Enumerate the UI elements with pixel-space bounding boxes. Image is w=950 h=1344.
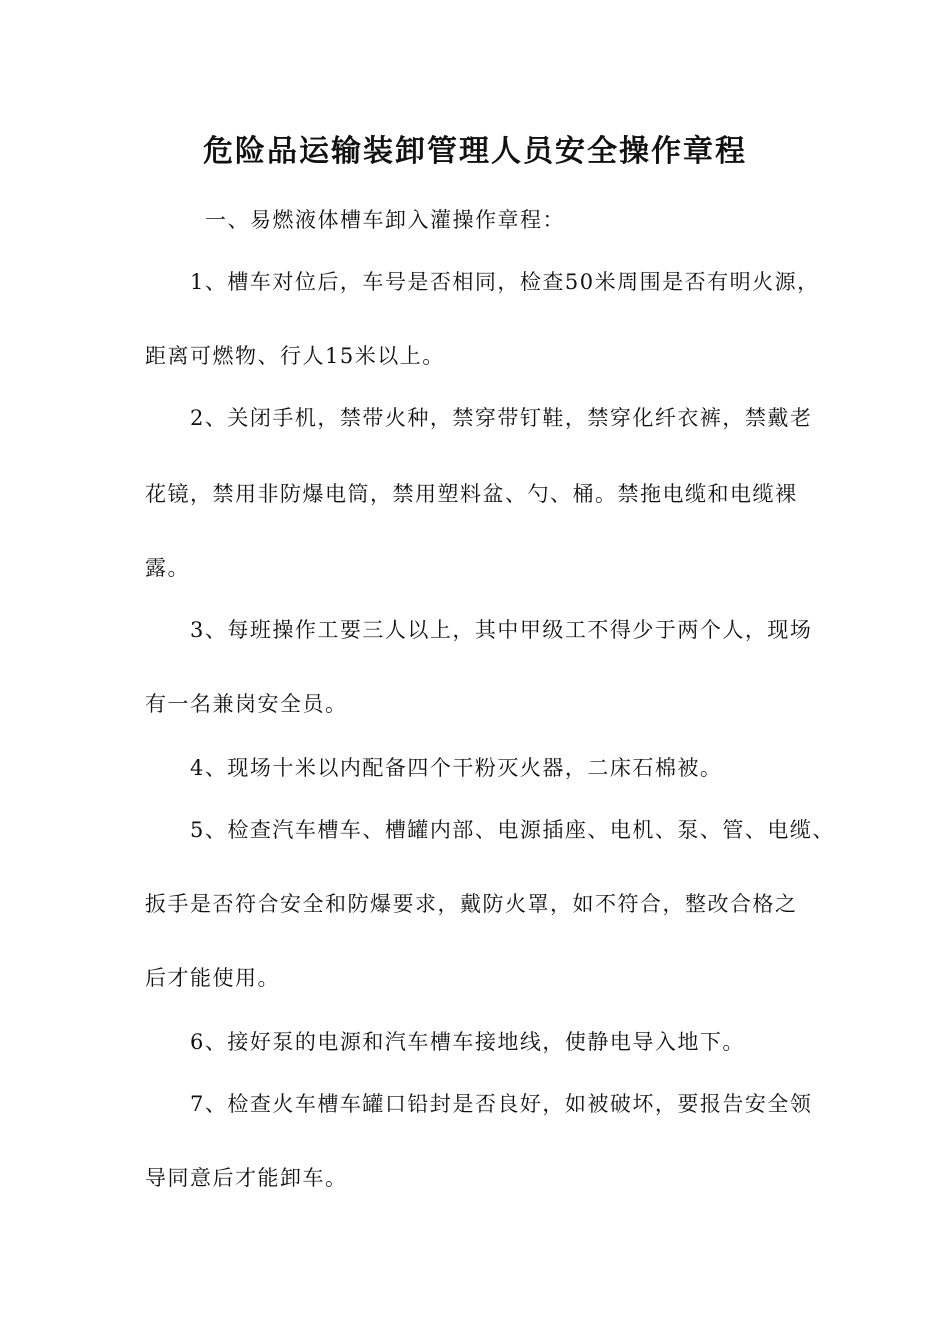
paragraph-line: 距离可燃物、行人15米以上。	[145, 344, 445, 368]
paragraph-line: 露。	[145, 556, 190, 580]
paragraph-line: 导同意后才能卸车。	[145, 1166, 348, 1190]
paragraph-line: 4、现场十米以内配备四个干粉灭火器，二床石棉被。	[190, 756, 723, 780]
section-heading: 一、易燃液体槽车卸入灌操作章程：	[205, 208, 565, 232]
paragraph-line: 2、关闭手机，禁带火种，禁穿带钉鞋，禁穿化纤衣裤，禁戴老	[190, 406, 813, 430]
paragraph-line: 花镜，禁用非防爆电筒，禁用塑料盆、勺、桶。禁拖电缆和电缆裸	[145, 482, 798, 506]
paragraph-line: 3、每班操作工要三人以上，其中甲级工不得少于两个人，现场	[190, 618, 813, 642]
paragraph-line: 1、槽车对位后，车号是否相同，检查50米周围是否有明火源，	[190, 270, 820, 294]
paragraph-line: 6、接好泵的电源和汽车槽车接地线，使静电导入地下。	[190, 1030, 745, 1054]
paragraph-line: 扳手是否符合安全和防爆要求，戴防火罩，如不符合，整改合格之	[145, 892, 798, 916]
document-title: 危险品运输装卸管理人员安全操作章程	[203, 134, 747, 169]
paragraph-line: 7、检查火车槽车罐口铅封是否良好，如被破坏，要报告安全领	[190, 1092, 813, 1116]
paragraph-line: 5、检查汽车槽车、槽罐内部、电源插座、电机、泵、管、电缆、	[190, 818, 835, 842]
paragraph-line: 后才能使用。	[145, 966, 280, 990]
paragraph-line: 有一名兼岗安全员。	[145, 692, 348, 716]
